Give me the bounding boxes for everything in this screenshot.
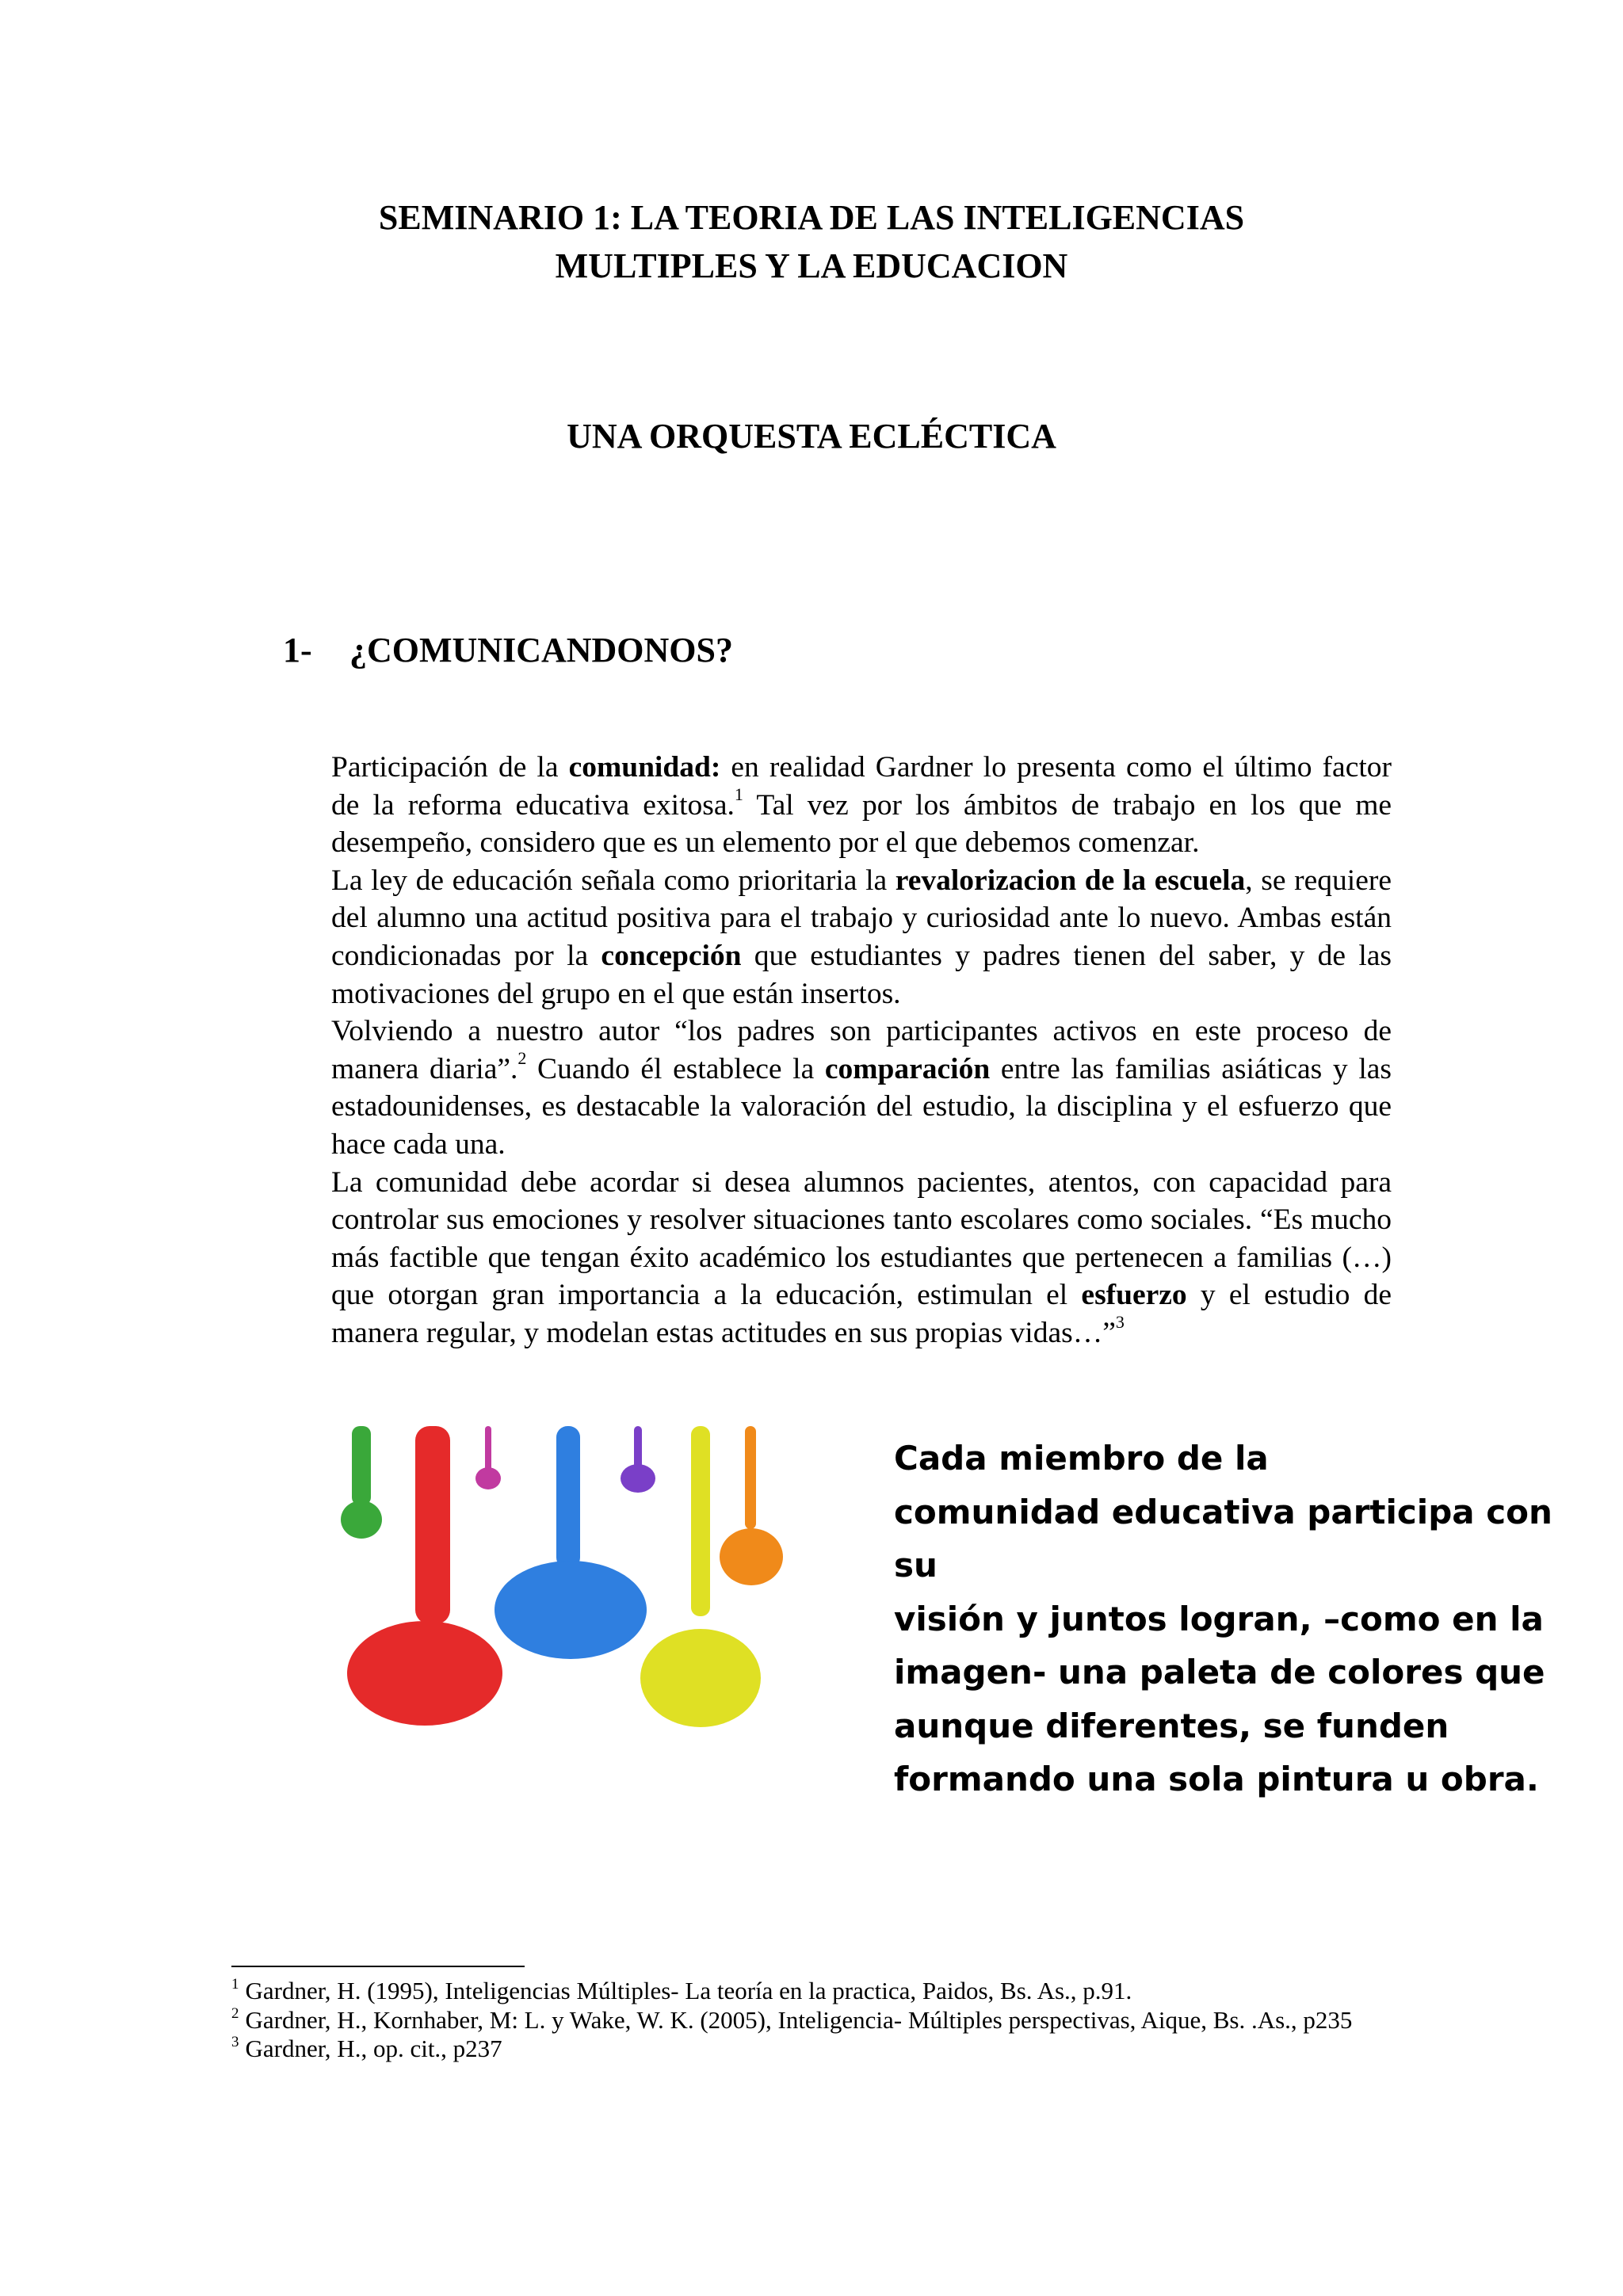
footnote-number: 2 (231, 2004, 239, 2022)
footnote-ref: 1 (734, 784, 743, 804)
paragraph-3 (331, 1013, 1392, 1163)
section-title: ¿COMUNICANDONOS? (349, 631, 733, 669)
document-title (0, 193, 1623, 290)
section-heading (283, 630, 733, 670)
body-text (331, 749, 1392, 1352)
bold-term: revalorizacion de la escuela (895, 864, 1246, 897)
footnote-ref: 2 (517, 1047, 527, 1068)
bold-term: concepción (601, 939, 742, 972)
footnote-text: Gardner, H. (1995), Inteligencias Múltiples- La teoría en la practica, Paidos, Bs. As., p.91. (245, 1977, 1132, 2004)
red-paint-stem (415, 1426, 450, 1624)
green-paint-drop (341, 1501, 382, 1539)
footnote-text: Gardner, H., op. cit., p237 (245, 2035, 502, 2062)
quote-line: imagen- una paleta de colores que (894, 1653, 1545, 1691)
green-paint-stem (352, 1426, 371, 1505)
paragraph-2 (331, 862, 1392, 1013)
footnote-number: 1 (231, 1976, 239, 1993)
text-run: Tal vez por los ámbitos de trabajo en los que me desempeño, considero que es un elemento por el que debemos comenzar. (331, 788, 1392, 860)
purple-paint-stem (634, 1426, 642, 1470)
text-run: La comunidad debe acordar si desea alumnos pacientes, atentos, con capacidad para controlar sus emociones y resolver situaciones tanto escolares como sociales. “Es mucho más factible que tengan éxito académico los estudiantes que pertenecen a familias (…) que otorgan gran importancia a la educación, estimulan el (331, 1165, 1392, 1312)
quote-line: visión y juntos logran, –como en la (894, 1599, 1544, 1638)
bold-term: comunidad: (568, 751, 721, 784)
footnote-separator (231, 1966, 525, 1967)
text-run: en realidad Gardner lo presenta como el último factor de la reforma educativa exitosa. (331, 751, 1392, 822)
quote-line: formando una sola pintura u obra. (894, 1760, 1539, 1798)
footnote-text: Gardner, H., Kornhaber, M: L. y Wake, W. K. (2005), Inteligencia- Múltiples perspectivas, Aique, Bs. .As., p235 (245, 2005, 1353, 2034)
title-line-2: MULTIPLES Y LA EDUCACION (555, 246, 1068, 285)
title-line-1: SEMINARIO 1: LA TEORIA DE LAS INTELIGENCIAS (378, 198, 1245, 237)
footnote (231, 1977, 1373, 2006)
text-run: Cuando él establece la (526, 1052, 825, 1085)
text-run: entre las familias asiáticas y las estadounidenses, es destacable la valoración del estudio, la disciplina y el esfuerzo que hace cada una. (331, 1052, 1392, 1161)
blue-paint-drop (495, 1561, 647, 1659)
footnote-number: 3 (231, 2034, 239, 2050)
pink-paint-stem (485, 1426, 491, 1472)
highlight-quote (894, 1432, 1591, 1806)
quote-line: aunque diferentes, se funden (894, 1706, 1449, 1745)
text-run: y el estudio de manera regular, y modelan estas actitudes en sus propias vidas…” (331, 1279, 1392, 1349)
pink-paint-drop (475, 1467, 501, 1489)
footnote (231, 2035, 1373, 2064)
bold-term: comparación (824, 1052, 991, 1085)
yellow-paint-stem (691, 1426, 710, 1616)
quote-line: Cada miembro de la (894, 1439, 1269, 1478)
paragraph-4 (331, 1164, 1392, 1352)
bold-term: esfuerzo (1081, 1279, 1187, 1312)
footnotes (231, 1977, 1373, 2064)
text-run: La ley de educación señala como prioritaria la (331, 864, 896, 897)
red-paint-drop (347, 1621, 502, 1726)
orange-paint-drop (720, 1528, 783, 1585)
footnote (231, 2006, 1373, 2035)
document-subtitle: UNA ORQUESTA ECLÉCTICA (567, 417, 1056, 456)
yellow-paint-drop (640, 1629, 761, 1727)
text-run: , se requiere del alumno una actitud positiva para el trabajo y curiosidad ante lo nuevo. Ambas están condicionadas por la (331, 864, 1392, 972)
paint-drips-illustration (331, 1426, 791, 1749)
text-run: Participación de la (331, 751, 569, 784)
text-run: Volviendo a nuestro autor “los padres son participantes activos en este proceso de manera diaria”. (331, 1015, 1392, 1085)
blue-paint-stem (556, 1426, 580, 1569)
paragraph-1 (331, 749, 1392, 862)
orange-paint-stem (745, 1426, 756, 1529)
footnote-ref: 3 (1115, 1311, 1125, 1332)
section-number: 1- (283, 631, 312, 669)
text-run: que estudiantes y padres tienen del saber, y de las motivaciones del grupo en el que están insertos. (331, 939, 1392, 1010)
purple-paint-drop (621, 1464, 655, 1493)
quote-line: comunidad educativa participa con su (894, 1492, 1552, 1585)
